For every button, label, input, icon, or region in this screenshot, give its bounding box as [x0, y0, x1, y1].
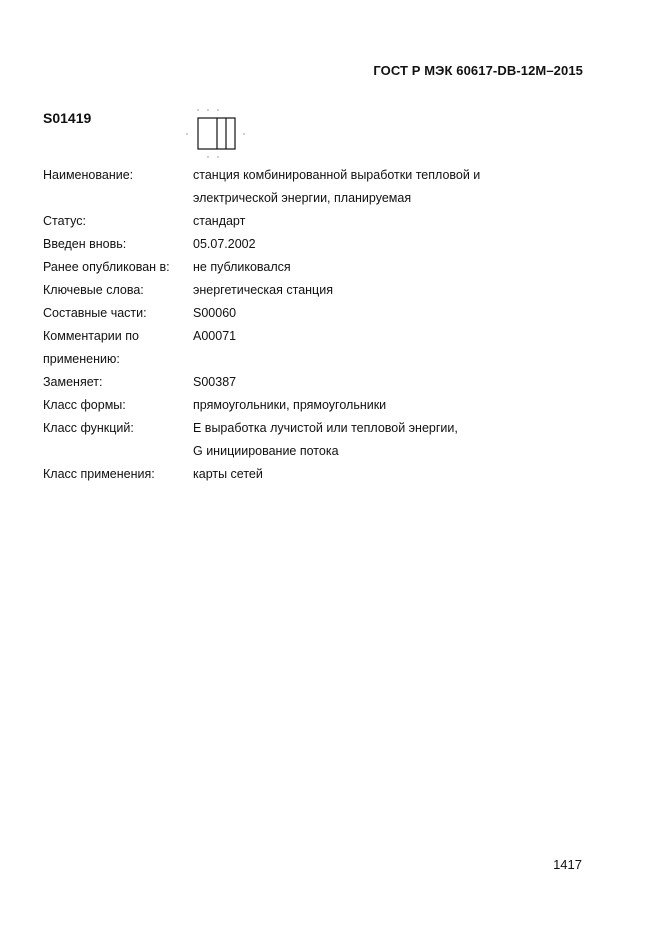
page-number: 1417 [553, 857, 582, 872]
field-label: Класс применения: [43, 467, 155, 481]
connection-dot [186, 133, 187, 134]
field-label: Наименование: [43, 168, 134, 182]
field-value-line: не публиковался [193, 260, 291, 274]
field-row-components [43, 302, 563, 325]
connection-dot [207, 156, 208, 157]
symbol-code: S01419 [43, 110, 92, 126]
field-value [193, 210, 563, 233]
connection-dot [217, 109, 218, 110]
field-value-line: электрической энергии, планируемая [193, 191, 412, 205]
field-row-application-notes [43, 325, 563, 371]
field-row-function-class [43, 417, 563, 463]
field-row-published-in [43, 256, 563, 279]
field-row-application-class [43, 463, 563, 486]
connection-dot [197, 109, 198, 110]
field-value-spacer [193, 348, 563, 371]
field-label: Статус: [43, 214, 86, 228]
field-value-line: прямоугольники, прямоугольники [193, 398, 387, 412]
field-value [193, 279, 563, 302]
field-row-replaces [43, 371, 563, 394]
field-value-line: 05.07.2002 [193, 237, 256, 251]
field-value-line: карты сетей [193, 467, 263, 481]
field-value [193, 394, 563, 417]
field-value [193, 256, 563, 279]
field-value-line: A00071 [193, 329, 237, 343]
field-value-line: энергетическая станция [193, 283, 333, 297]
field-label: Класс функций: [43, 421, 134, 435]
field-value [193, 302, 563, 325]
field-value-line: стандарт [193, 214, 246, 228]
field-value [193, 463, 563, 486]
field-value-line: S00387 [193, 375, 237, 389]
symbol-connection-dots [186, 109, 244, 157]
field-value-line: S00060 [193, 306, 237, 320]
field-label: Класс формы: [43, 398, 126, 412]
field-label: Комментарии по применению: [43, 329, 139, 366]
field-value [193, 417, 563, 463]
field-value [193, 233, 563, 256]
field-value-line: E выработка лучистой или тепловой энергии, [193, 421, 458, 435]
field-value [193, 371, 563, 394]
connection-dot [217, 156, 218, 157]
field-value [193, 325, 563, 371]
field-label: Ранее опубликован в: [43, 260, 170, 274]
field-value-line: станция комбинированной выработки тепловой и [193, 168, 481, 182]
field-value [193, 164, 563, 210]
field-label: Составные части: [43, 306, 147, 320]
field-label: Заменяет: [43, 375, 103, 389]
connection-dot [207, 109, 208, 110]
field-row-status [43, 210, 563, 233]
symbol-graphic [185, 107, 247, 159]
field-label: Ключевые слова: [43, 283, 144, 297]
field-label: Введен вновь: [43, 237, 127, 251]
field-row-shape-class [43, 394, 563, 417]
document-standard-header: ГОСТ Р МЭК 60617-DB-12M–2015 [373, 63, 583, 78]
field-row-name [43, 164, 563, 210]
field-value-line: G инициирование потока [193, 444, 339, 458]
connection-dot [243, 133, 244, 134]
field-row-keywords [43, 279, 563, 302]
symbol-fields-list [43, 164, 563, 486]
field-row-introduced [43, 233, 563, 256]
